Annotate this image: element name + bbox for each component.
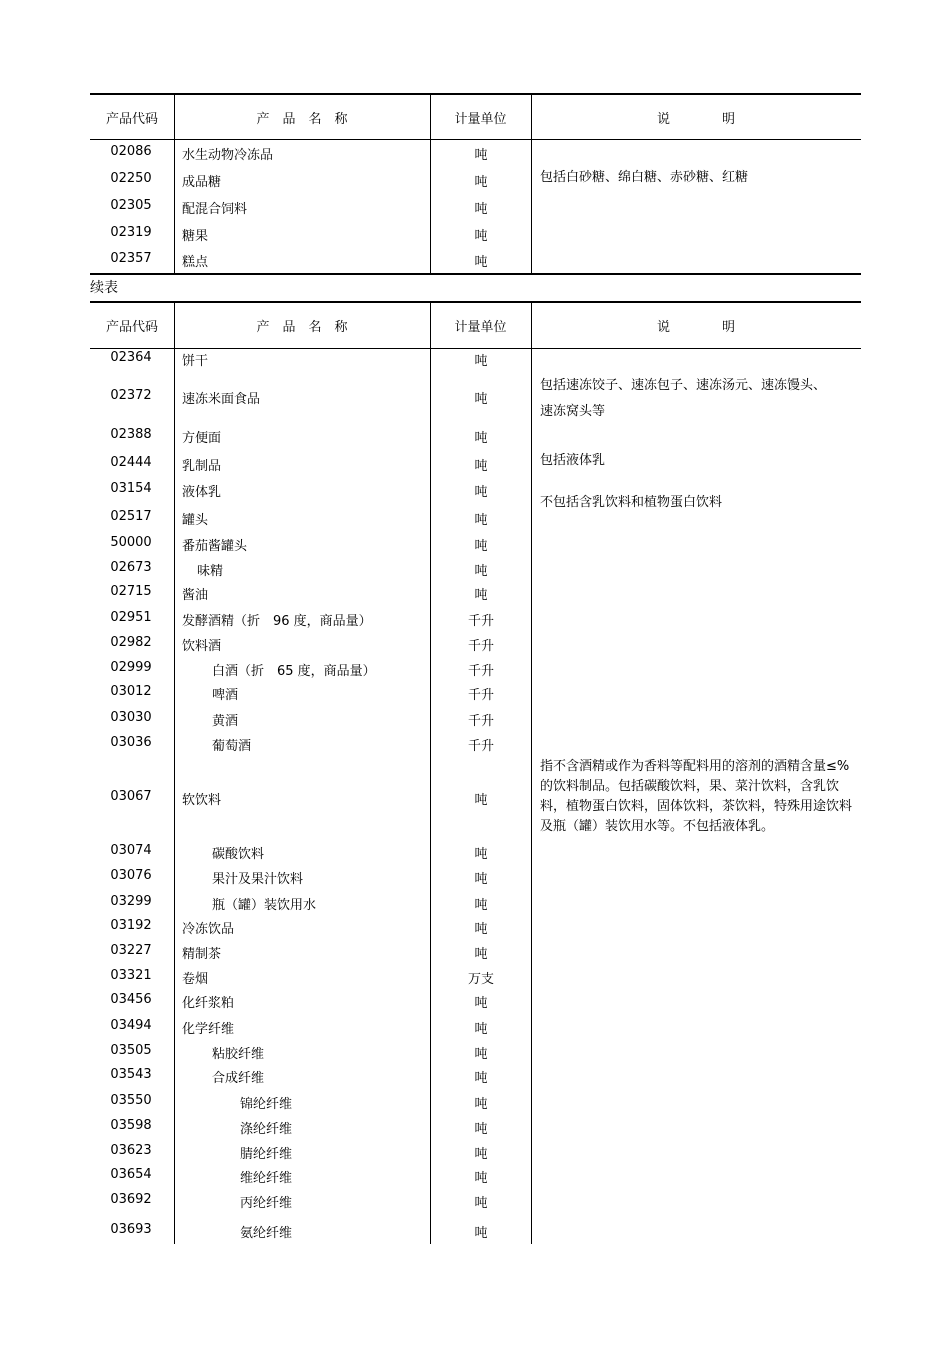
continued-label: 续表 [90,280,118,296]
product-name: 发酵酒精（折 96 度，商品量） [182,614,372,629]
product-code: 03692 [110,1192,152,1207]
product-code: 03321 [110,968,152,983]
product-code: 02319 [110,225,152,240]
product-name: 成品糖 [182,175,222,190]
product-name: 涤纶纤维 [240,1122,293,1137]
product-name: 氨纶纤维 [240,1226,293,1241]
product-name: 化学纤维 [182,1022,235,1037]
product-code: 03036 [110,735,152,750]
description-note: 包括液体乳 [540,453,606,468]
product-name: 瓶（罐）装饮用水 [212,898,317,913]
product-name: 黄酒 [212,714,239,729]
product-code: 03494 [110,1018,152,1033]
product-code: 02517 [110,509,152,524]
product-code: 02357 [110,251,152,266]
product-unit: 吨 [474,1226,488,1241]
product-code: 03623 [110,1143,152,1158]
product-unit: 吨 [474,202,488,217]
product-unit: 吨 [474,898,488,913]
product-name: 合成纤维 [212,1071,265,1086]
product-unit: 吨 [474,459,488,474]
table-header [90,301,861,349]
description-note: 指不含酒精或作为香料等配料用的溶剂的酒精含量≤%的饮料制品。包括碳酸饮料，果、菜汁饮料，含乳饮料，植物蛋白饮料，固体饮料，茶饮料，特殊用途饮料及瓶（罐）装饮用水等。不包括液体乳。 [540,759,853,834]
product-code: 03074 [110,843,152,858]
product-unit: 吨 [474,1071,488,1086]
product-name: 饼干 [182,354,209,369]
product-code: 03550 [110,1093,152,1108]
product-unit: 万支 [467,972,494,987]
column-divider [531,93,532,274]
product-code: 02364 [110,350,152,365]
product-name: 糖果 [182,229,209,244]
product-unit: 吨 [474,588,488,603]
product-code: 02982 [110,635,152,650]
table-header [90,93,861,140]
product-name: 果汁及果汁饮料 [212,872,304,887]
product-name: 方便面 [182,431,222,446]
product-unit: 吨 [474,872,488,887]
product-unit: 千升 [467,614,494,629]
product-table-1 [90,93,861,275]
product-unit: 吨 [474,1122,488,1137]
header-desc: 说 明 [656,320,735,335]
header-code: 产品代码 [105,111,158,127]
product-name: 配混合饲料 [182,202,248,217]
product-unit: 千升 [467,714,494,729]
header-unit: 计量单位 [454,111,507,127]
product-name: 软饮料 [182,793,222,808]
product-unit: 吨 [474,1022,488,1037]
product-unit: 千升 [467,664,494,679]
product-name: 碳酸饮料 [212,847,265,862]
product-code: 50000 [110,535,152,550]
product-unit: 吨 [474,485,488,500]
product-code: 02951 [110,610,152,625]
product-unit: 吨 [474,229,488,244]
product-name: 味精 [197,564,224,579]
product-unit: 吨 [474,513,488,528]
product-code: 03693 [110,1222,152,1237]
product-unit: 千升 [467,639,494,654]
product-unit: 吨 [474,175,488,190]
product-name: 乳制品 [182,459,222,474]
product-name: 番茄酱罐头 [182,539,248,554]
description-note: 包括白砂糖、绵白糖、赤砂糖、红糖 [540,170,749,185]
product-name: 维纶纤维 [240,1171,293,1186]
product-name: 化纤浆粕 [182,996,235,1011]
product-code: 02372 [110,388,152,403]
product-unit: 吨 [474,947,488,962]
product-name: 锦纶纤维 [240,1097,293,1112]
product-unit: 吨 [474,564,488,579]
description-note: 包括速冻饺子、速冻包子、速冻汤元、速冻馒头、速冻窝头等 [540,378,827,419]
product-code: 03012 [110,684,152,699]
product-code: 02305 [110,198,152,213]
product-unit: 吨 [474,1196,488,1211]
product-unit: 吨 [474,354,488,369]
product-name: 腈纶纤维 [240,1147,293,1162]
description-note: 不包括含乳饮料和植物蛋白饮料 [540,495,723,510]
product-code: 02715 [110,584,152,599]
product-name: 啤酒 [212,688,239,703]
header-desc: 说 明 [656,111,735,127]
product-code: 03192 [110,918,152,933]
product-unit: 吨 [474,148,488,163]
product-unit: 千升 [467,739,494,754]
product-unit: 吨 [474,392,488,407]
product-unit: 吨 [474,539,488,554]
product-code: 03030 [110,710,152,725]
column-divider [531,301,532,1244]
product-unit: 吨 [474,922,488,937]
header-name: 产 品 名 称 [256,320,348,335]
product-code: 03505 [110,1043,152,1058]
column-divider [174,93,175,274]
product-code: 02999 [110,660,152,675]
product-table-2 [90,301,861,1246]
product-unit: 千升 [467,688,494,703]
product-name: 水生动物冷冻品 [182,148,274,163]
product-name: 速冻米面食品 [182,392,261,407]
table-bottom-rule [90,273,861,275]
header-name: 产 品 名 称 [256,111,348,127]
product-code: 03598 [110,1118,152,1133]
product-unit: 吨 [474,1097,488,1112]
product-unit: 吨 [474,431,488,446]
header-code: 产品代码 [105,320,158,335]
product-code: 03543 [110,1067,152,1082]
product-unit: 吨 [474,255,488,270]
product-unit: 吨 [474,1171,488,1186]
product-code: 03227 [110,943,152,958]
product-unit: 吨 [474,1147,488,1162]
product-unit: 吨 [474,996,488,1011]
product-unit: 吨 [474,1047,488,1062]
product-name: 卷烟 [182,972,209,987]
product-name: 葡萄酒 [212,739,252,754]
product-name: 饮料酒 [182,639,222,654]
product-name: 精制茶 [182,947,222,962]
column-divider [174,301,175,1244]
product-name: 罐头 [182,513,209,528]
header-unit: 计量单位 [454,320,507,335]
product-code: 03154 [110,481,152,496]
product-code: 02250 [110,171,152,186]
product-code: 03456 [110,992,152,1007]
product-code: 03076 [110,868,152,883]
product-name: 粘胶纤维 [212,1047,265,1062]
product-code: 02673 [110,560,152,575]
product-code: 02388 [110,427,152,442]
product-name: 液体乳 [182,485,222,500]
product-unit: 吨 [474,793,488,808]
product-name: 丙纶纤维 [240,1196,293,1211]
product-code: 03654 [110,1167,152,1182]
product-code: 03299 [110,894,152,909]
product-name: 白酒（折 65 度，商品量） [212,664,376,679]
product-code: 02444 [110,455,152,470]
product-code: 02086 [110,144,152,159]
product-unit: 吨 [474,847,488,862]
product-name: 糕点 [182,255,209,270]
product-name: 冷冻饮品 [182,922,235,937]
product-name: 酱油 [182,588,209,603]
product-code: 03067 [110,789,152,804]
